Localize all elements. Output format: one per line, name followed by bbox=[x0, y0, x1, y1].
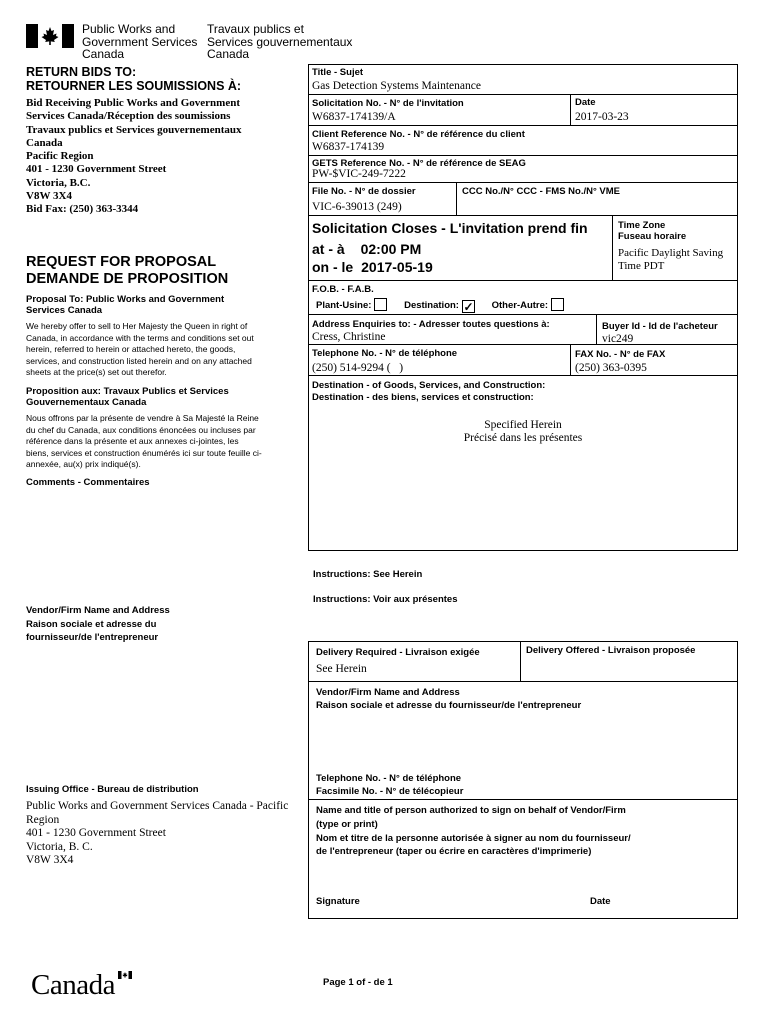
proposition-aux-text: Nous offrons par la présente de vendre à Sa Majesté la Reine du chef du Canada, aux conditions énoncées ou incluses par référence dans la présente et aux annexes ci-jointes, les biens, services et construction énumérés ici sur toute feuille ci-annexée, au(x) prix indiqué(s). bbox=[26, 413, 262, 470]
solicitation-no-value: W6837-174139/A bbox=[312, 111, 396, 123]
fax-value: (250) 363-0395 bbox=[575, 362, 647, 374]
file-no-label: File No. - N° de dossier bbox=[312, 186, 416, 197]
issuing-office-label: Issuing Office - Bureau de distribution bbox=[26, 784, 199, 795]
canada-wordmark: Canada bbox=[31, 969, 115, 1001]
vendor-firm-label-left: Vendor/Firm Name and Address Raison sociale et adresse du fournisseur/de l'entrepreneur bbox=[26, 605, 170, 643]
plant-usine-checkbox[interactable] bbox=[374, 298, 387, 311]
title-value: Gas Detection Systems Maintenance bbox=[312, 80, 481, 92]
fob-label: F.O.B. - F.A.B. bbox=[312, 284, 374, 295]
closing-date-value: 2017-05-19 bbox=[361, 259, 433, 275]
gets-reference-value: PW-$VIC-249-7222 bbox=[312, 168, 406, 180]
instructions-en: Instructions: See Herein bbox=[313, 569, 423, 580]
government-name-fr: Travaux publics et Services gouvernementaux Canada bbox=[207, 22, 353, 61]
closing-time-value: 02:00 PM bbox=[360, 241, 422, 257]
fax-label: FAX No. - N° de FAX bbox=[575, 349, 666, 360]
address-enquiries-value: Cress, Christine bbox=[312, 331, 386, 343]
destination-goods-label: Destination - of Goods, Services, and Construction: Destination - des biens, services et construction: bbox=[312, 380, 546, 403]
client-reference-label: Client Reference No. - N° de référence du client bbox=[312, 129, 525, 140]
telephone-label: Telephone No. - N° de téléphone bbox=[312, 348, 458, 359]
other-autre-label: Other-Autre: bbox=[491, 300, 549, 311]
delivery-offered-label: Delivery Offered - Livraison proposée bbox=[526, 645, 696, 656]
rfp-title: REQUEST FOR PROPOSAL DEMANDE DE PROPOSITION bbox=[26, 254, 229, 287]
return-bids-address: Bid Receiving Public Works and Government Services Canada/Réception des soumissions Travaux publics et Services gouvernementaux Canada Pacific Region 401 - 1230 Government Street Victoria, B.C. V8W 3X4 Bid Fax: (250) 363-3344 bbox=[26, 97, 242, 216]
gets-reference-label: GETS Reference No. - N° de référence de SEAG bbox=[312, 158, 526, 169]
buyer-id-label: Buyer Id - Id de l'acheteur bbox=[602, 321, 718, 332]
comments-label: Comments - Commentaires bbox=[26, 477, 150, 488]
issuing-office-address: Public Works and Government Services Canada - Pacific Region 401 - 1230 Government Street Victoria, B. C. V8W 3X4 bbox=[26, 800, 289, 866]
closing-time-row bbox=[312, 241, 421, 258]
proposal-to-text: We hereby offer to sell to Her Majesty the Queen in right of Canada, in accordance with the terms and conditions set out herein, referred to herein or attached hereto, the goods, services, and construction listed herein and on any attached sheets at the price(s) set out therefor. bbox=[26, 321, 254, 378]
vendor-firm-label: Vendor/Firm Name and Address Raison sociale et adresse du fournisseur/de l'entrepreneur bbox=[316, 687, 582, 711]
title-label: Title - Sujet bbox=[312, 67, 364, 78]
buyer-id-value: vic249 bbox=[602, 333, 634, 344]
date-value: 2017-03-23 bbox=[575, 111, 629, 123]
file-no-value: VIC-6-39013 (249) bbox=[312, 201, 402, 213]
client-reference-value: W6837-174139 bbox=[312, 141, 385, 153]
destination-checkbox[interactable]: ✓ bbox=[463, 300, 474, 314]
proposition-aux-label: Proposition aux: Travaux Publics et Services Gouvernementaux Canada bbox=[26, 386, 229, 408]
closing-date-row bbox=[312, 259, 433, 276]
at-label: at - à bbox=[312, 241, 345, 257]
solicitation-closes-title: Solicitation Closes - L'invitation prend fin bbox=[312, 220, 588, 236]
date-label: Date bbox=[575, 97, 596, 108]
plant-usine-label: Plant-Usine: bbox=[316, 300, 372, 311]
telephone-value: (250) 514-9294 ( ) bbox=[312, 362, 404, 374]
time-zone-value: Pacific Daylight Saving Time PDT bbox=[618, 247, 724, 272]
instructions-fr: Instructions: Voir aux présentes bbox=[313, 594, 458, 605]
fob-options-row bbox=[316, 298, 564, 313]
canada-flag-icon bbox=[26, 24, 74, 48]
proposal-to-label: Proposal To: Public Works and Government Services Canada bbox=[26, 294, 225, 316]
delivery-required-label: Delivery Required - Livraison exigée bbox=[316, 647, 480, 658]
address-enquiries-label: Address Enquiries to: - Adresser toutes questions à: bbox=[312, 319, 550, 330]
destination-label: Destination: bbox=[404, 300, 459, 311]
page-number: Page 1 of - de 1 bbox=[323, 977, 393, 988]
other-autre-checkbox[interactable] bbox=[551, 298, 564, 311]
ccc-no-label: CCC No./N° CCC - FMS No./N° VME bbox=[462, 186, 621, 197]
solicitation-no-label: Solicitation No. - N° de l'invitation bbox=[312, 98, 464, 109]
return-bids-title: RETURN BIDS TO: RETOURNER LES SOUMISSIONS À: bbox=[26, 65, 242, 93]
time-zone-label: Time Zone Fuseau horaire bbox=[618, 220, 687, 242]
delivery-required-value: See Herein bbox=[316, 663, 367, 675]
signature-date-label: Date bbox=[590, 896, 611, 907]
wordmark-flag-icon bbox=[118, 966, 132, 974]
specified-herein: Specified Herein Précisé dans les présentes bbox=[463, 419, 583, 444]
government-name-en: Public Works and Government Services Canada bbox=[82, 22, 198, 61]
authorized-person-label: Name and title of person authorized to sign on behalf of Vendor/Firm (type or print) Nom et titre de la personne autorisée à signer au nom du fournisseur/ de l'entrepreneur (taper ou écrire en caractères d'imprimerie) bbox=[316, 805, 631, 858]
signature-label: Signature bbox=[316, 896, 360, 907]
vendor-telephone-label: Telephone No. - N° de téléphone Facsimile No. - N° de télécopieur bbox=[316, 773, 464, 797]
on-label: on - le bbox=[312, 259, 354, 275]
